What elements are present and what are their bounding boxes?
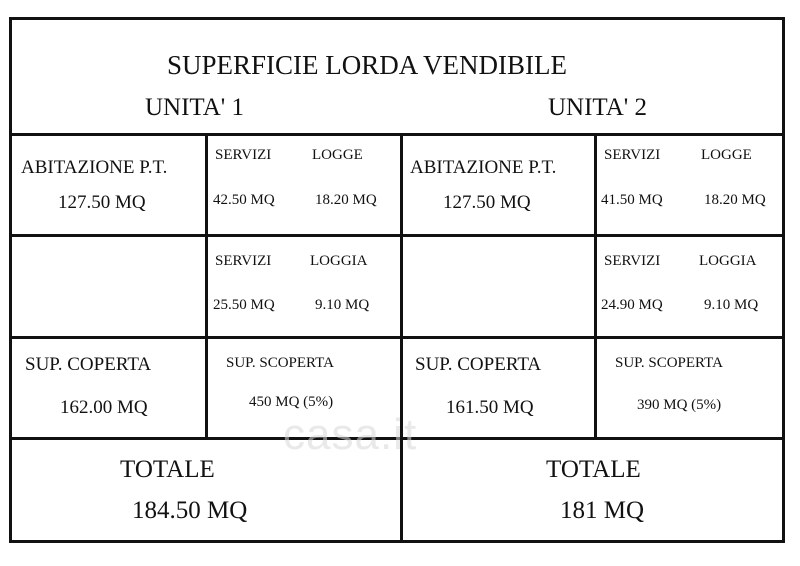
unit1-servizi-label: SERVIZI [215,147,272,163]
unit1-logge-value: 18.20 MQ [315,192,377,208]
divider-unit2-inner [594,133,597,440]
unit1-abitazione-value: 127.50 MQ [58,192,146,213]
unit2-loggia-value: 9.10 MQ [704,297,759,313]
unit2-logge-value: 18.20 MQ [704,192,766,208]
unit1-scoperta-value: 450 MQ (5%) [249,394,334,410]
unit2-loggia-label: LOGGIA [699,253,757,269]
unit2-totale-label: TOTALE [546,456,641,483]
unit1-scoperta-label: SUP. SCOPERTA [226,355,334,371]
unit2-servizi2-label: SERVIZI [604,253,661,269]
unit2-servizi2-value: 24.90 MQ [601,297,663,313]
unit1-totale-label: TOTALE [120,456,215,483]
unit2-coperta-value: 161.50 MQ [446,397,534,418]
unit1-servizi2-value: 25.50 MQ [213,297,275,313]
unit2-servizi-label: SERVIZI [604,147,661,163]
unit1-abitazione-label: ABITAZIONE P.T. [21,157,168,178]
unit2-logge-label: LOGGE [701,147,752,163]
unit1-totale-value: 184.50 MQ [132,497,248,524]
unit1-logge-label: LOGGE [312,147,363,163]
unit1-servizi-value: 42.50 MQ [213,192,275,208]
unit2-coperta-label: SUP. COPERTA [415,354,542,375]
unit2-heading: UNITA' 2 [548,94,648,121]
unit2-abitazione-value: 127.50 MQ [443,192,531,213]
unit1-coperta-value: 162.00 MQ [60,397,148,418]
unit2-scoperta-label: SUP. SCOPERTA [615,355,723,371]
unit1-loggia-value: 9.10 MQ [315,297,370,313]
unit2-totale-value: 181 MQ [560,497,645,524]
page-title: SUPERFICIE LORDA VENDIBILE [167,50,568,80]
divider-row1 [9,234,785,237]
divider-header [9,133,785,136]
unit2-servizi-value: 41.50 MQ [601,192,663,208]
divider-row2 [9,336,785,339]
unit1-heading: UNITA' 1 [145,94,245,121]
unit1-servizi2-label: SERVIZI [215,253,272,269]
divider-units [400,133,403,543]
unit1-loggia-label: LOGGIA [310,253,368,269]
unit2-abitazione-label: ABITAZIONE P.T. [410,157,557,178]
unit1-coperta-label: SUP. COPERTA [25,354,152,375]
watermark-logo: casa.it [283,410,418,459]
divider-unit1-inner [205,133,208,440]
unit2-scoperta-value: 390 MQ (5%) [637,397,722,413]
